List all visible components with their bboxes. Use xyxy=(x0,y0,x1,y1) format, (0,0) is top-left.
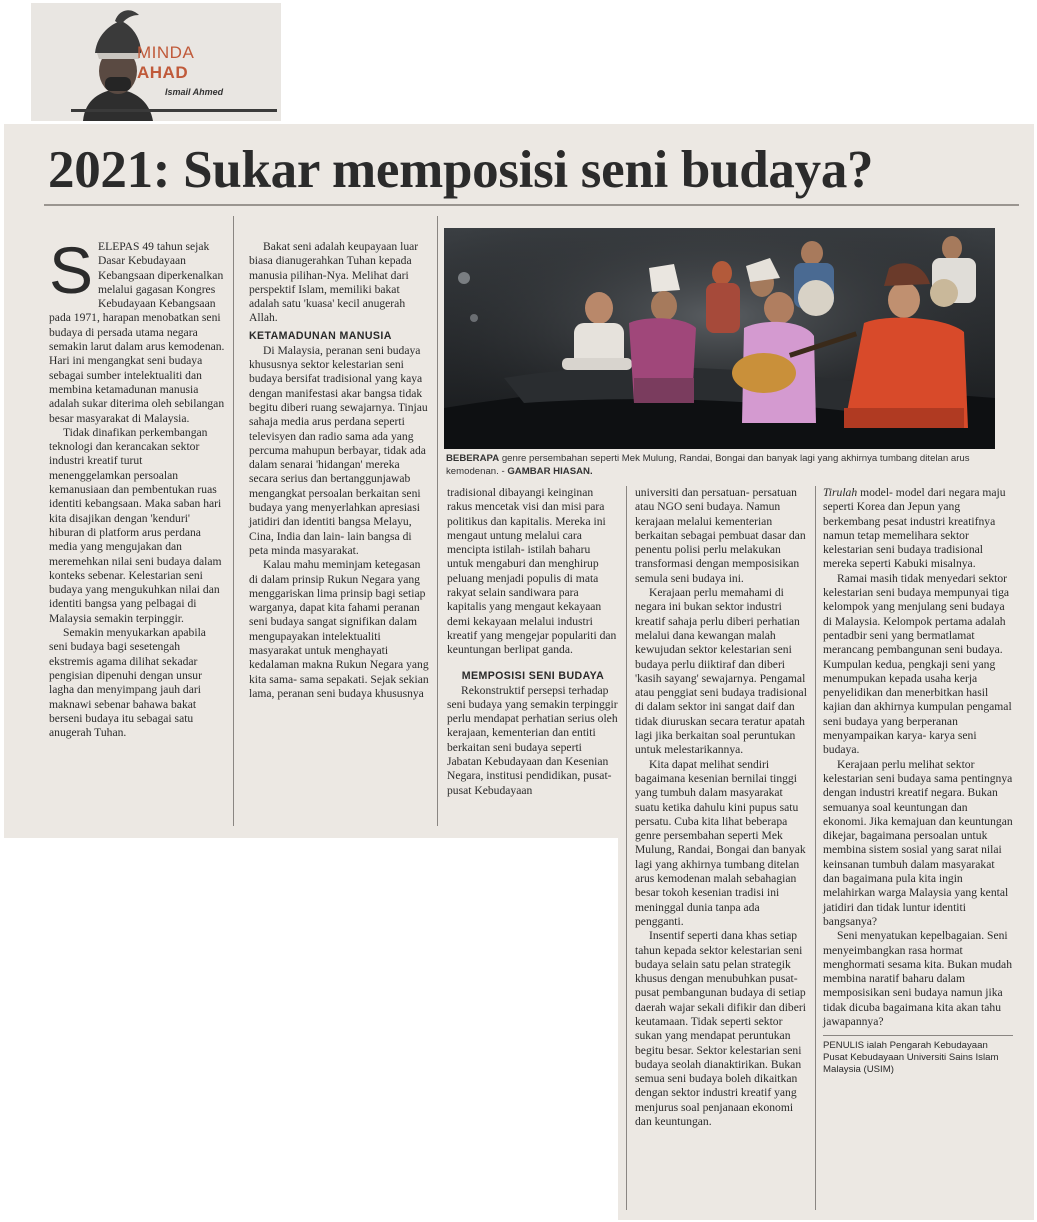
subheading: MEMPOSISI SENI BUDAYA xyxy=(461,669,605,682)
paragraph: Di Malaysia, peranan seni budaya khususnya sektor kelestarian seni budaya bersifat tradisional yang kaya dengan manifestasi akar bangsa tidak begitu diberi ruang sewajarnya. Tinjau sahaja media arus perdana seperti televisyen dan radio sama ada yang percuma mahupun berbayar, tidak ada dalam senarai 'hidangan' mereka secara serius dan bertanggunjawab mengangkat persoalan berkaitan seni budaya yang menyerlahkan apresiasi jatidiri dan identiti bangsa Melayu, Cina, India dan lain- lain bangsa di peta minda masyarakat. xyxy=(249,343,428,557)
footnote-rule xyxy=(823,1035,1013,1036)
author-name: Ismail Ahmed xyxy=(165,87,224,97)
column-name-ahad: AHAD xyxy=(137,63,189,82)
column-rule-2 xyxy=(437,216,438,826)
column-rule-3 xyxy=(626,486,627,1210)
subheading: KETAMADUNAN MANUSIA xyxy=(249,329,392,342)
article-photo xyxy=(444,228,995,449)
drop-cap: S xyxy=(49,233,94,307)
photo-image xyxy=(444,228,995,449)
caption-text: genre persembahan seperti Mek Mulung, Randai, Bongai dan banyak lagi yang akhirnya tumbang ditelan arus kemodenan. - xyxy=(446,453,970,477)
paragraph-text: model- model dari negara maju seperti Korea dan Jepun yang berkembang pesat industri kreatifnya namun tetap memelihara sektor kelestarian seni budaya tradisional mereka seperti Kabuki misalnya. xyxy=(823,486,1006,571)
paragraph: Kerajaan perlu memahami di negara ini bukan sektor industri kreatif sahaja perlu diberi perhatian melalui dana kewangan malah kewujudan sektor kelestarian seni budaya perlu diiktiraf dan diberi 'kasih sayang' sewajarnya. Pengamal atau penggiat seni budaya tradisional di dalam sektor ini sangat daif dan tidak diuruskan secara teratur apatah lagi jika berkaitan soal peruntukan untuk melestarikannya. xyxy=(635,586,807,757)
column-rule-1 xyxy=(233,216,234,826)
paragraph: Tidak dinafikan perkembangan teknologi dan kerancakan sektor industri kreatif turut menenggelamkan persoalan kemanusiaan dan pembentukan ruas identiti kebangsaan. Maka saban hari kita disajikan dengan 'kenduri' hiburan di platform arus perdana media yang mengujakan dan meremehkan nilai seni budaya dalam konteks sebenar. Kelestarian seni budaya yang mengukuhkan nilai dan identiti bangsa yang pelbagai di Malaysia semakin terpinggir. xyxy=(49,425,222,625)
paragraph: tradisional dibayangi keinginan rakus mencetak visi dan misi para politikus dan kapitalis. Mereka ini mengaut untung melalui cara mencipta istilah- istilah baharu untuk mengaburi dan menghirup peluang menjadi populis di mata rakyat selain sandiwara para kapitalis yang mengaut kekayaan demi kekayaan melalui industri kreatif yang mengejar populariti dan keuntungan berlipat ganda. xyxy=(447,486,617,657)
article-column-5 xyxy=(823,486,1013,1076)
headline-rule xyxy=(44,204,1019,206)
article-column-2 xyxy=(249,240,430,701)
paragraph: Kerajaan perlu melihat sektor kelestarian seni budaya sama pentingnya dengan industri kreatif negara. Bukan semuanya soal keuntungan dan ekonomi. Jika kemajuan dan keuntungan dikejar, bagaimana persoalan untuk membina sistem sosial yang sarat nilai keinsanan tumbuh dalam masyarakat dan bagaimana pula kita ingin melahirkan warga Malaysia yang kental jatidiri dan tidak luntur identiti bangsanya? xyxy=(823,757,1013,928)
paragraph: Semakin menyukarkan apabila seni budaya bagi sesetengah ekstremis agama dilihat sekadar pengisian dipenuhi dengan unsur lagha dan menyimpang jauh dari maknawi sebenar bahawa bakat berseni budaya itu sebagai satu anugerah Tuhan. xyxy=(49,626,206,740)
paragraph: universiti dan persatuan- persatuan atau NGO seni budaya. Namun kerajaan melalui kementerian berkaitan sebagai pembuat dasar dan penentu polisi perlu melakukan transformasi dengan memposisikan semula seni budaya ini. xyxy=(635,486,806,585)
paragraph: Rekonstruktif persepsi terhadap seni budaya yang semakin terpinggir perlu mendapat perhatian serius oleh kerajaan, kementerian dan entiti berkaitan seni budaya seperti Jabatan Kebudayaan dan Kesenian Negara, institusi pendidikan, pusat- pusat Kebudayaan xyxy=(447,683,618,797)
photo-caption xyxy=(446,453,996,478)
column-name-minda: MINDA xyxy=(137,43,195,62)
article-column-1 xyxy=(49,233,227,740)
article-column-4 xyxy=(635,486,807,1129)
emphasis: Tirulah xyxy=(823,486,858,499)
author-footnote: PENULIS ialah Pengarah Kebudayaan Pusat Kebudayaan Universiti Sains Islam Malaysia (USIM) xyxy=(823,1040,999,1076)
paragraph xyxy=(823,486,1013,572)
caption-credit: GAMBAR HIASAN. xyxy=(507,465,593,477)
paragraph: Insentif seperti dana khas setiap tahun kepada sektor kelestarian seni budaya selain satu pelan strategik khusus dengan menubuhkan pusat- pusat pembangunan budaya di setiap daerah wajar sekali difikir dan diberi keutamaan. Tidak seperti sektor sukan yang mendapat peruntukan begitu besar. Sektor kelestarian seni budaya seolah dianaktirikan. Bukan semua seni budaya boleh dikaitkan dengan sektor industri kreatif yang menjurus soal penjanaan ekonomi dan keuntungan. xyxy=(635,929,806,1129)
paragraph: Kalau mahu meminjam ketegasan di dalam prinsip Rukun Negara yang menggariskan lima prinsip bagi setiap warganya, dapat kita fahami peranan seni budaya sangat signifikan dalam mengupayakan intelektualiti masyarakat untuk menghayati kedalaman makna Rukun Negara yang kita sama- sama sepakati. Sejak sekian lama, peranan seni budaya khususnya xyxy=(249,558,429,700)
paragraph: Seni menyatukan kepelbagaian. Seni menyeimbangkan rasa hormat menghormati sesama kita. Bukan mudah membina naratif baharu dalam memposisikan seni budaya namun jika tidak dicuba bagaimana kita akan tahu jawapannya? xyxy=(823,929,1012,1028)
paragraph: Ramai masih tidak menyedari sektor kelestarian seni budaya mempunyai tiga kelompok yang menjulang seni budaya di Malaysia. Kelompok pertama adalah pentadbir seni yang bermatlamat merancang pembangunan seni budaya. Kumpulan kedua, pengkaji seni yang menumpukan kepada usaha kerja penyelidikan dan menerbitkan hasil kajian dan akhirnya kumpulan pengamal seni budaya yang berperanan menyampaikan karya- karya seni budaya. xyxy=(823,571,1012,757)
paragraph: Bakat seni adalah keupayaan luar biasa dianugerahkan Tuhan kepada manusia pilihan-Nya. Melihat dari perspektif Islam, memiliki bakat adalah satu 'kuasa' kecil anugerah Allah. xyxy=(249,240,419,325)
paragraph: Kita dapat melihat sendiri bagaimana kesenian bernilai tinggi yang tumbuh dalam masyarakat suatu ketika dahulu kini pupus satu persatu. Cuba kita lihat beberapa genre persembahan seperti Mek Mulung, Randai, Bongai dan banyak lagi yang akhirnya tumbang ditelan arus kemodenan malah sebahagian besar tokoh kesenian tradisi ini meninggal dunia tanpa ada pengganti. xyxy=(635,757,806,928)
column-header xyxy=(31,3,281,121)
caption-lead: BEBERAPA xyxy=(446,453,500,464)
article-column-3 xyxy=(447,486,619,798)
header-rule xyxy=(71,109,277,112)
headline: 2021: Sukar memposisi seni budaya? xyxy=(48,141,874,199)
column-rule-4 xyxy=(815,486,816,1210)
paragraph: ELEPAS 49 tahun sejak Dasar Kebudayaan Kebangsaan diperkenalkan melalui gagasan Kongres Kebudayaan Kebangsaan pada 1971, harapan menobatkan seni budaya di persada utama negara semakin larut dalam arus kemodenan. Hari ini mengangkat seni budaya sebagai sumber intelektualiti dan membina ketamadunan manusia adalah sukar diterima oleh sebilangan besar masyarakat di Malaysia. xyxy=(49,240,225,425)
